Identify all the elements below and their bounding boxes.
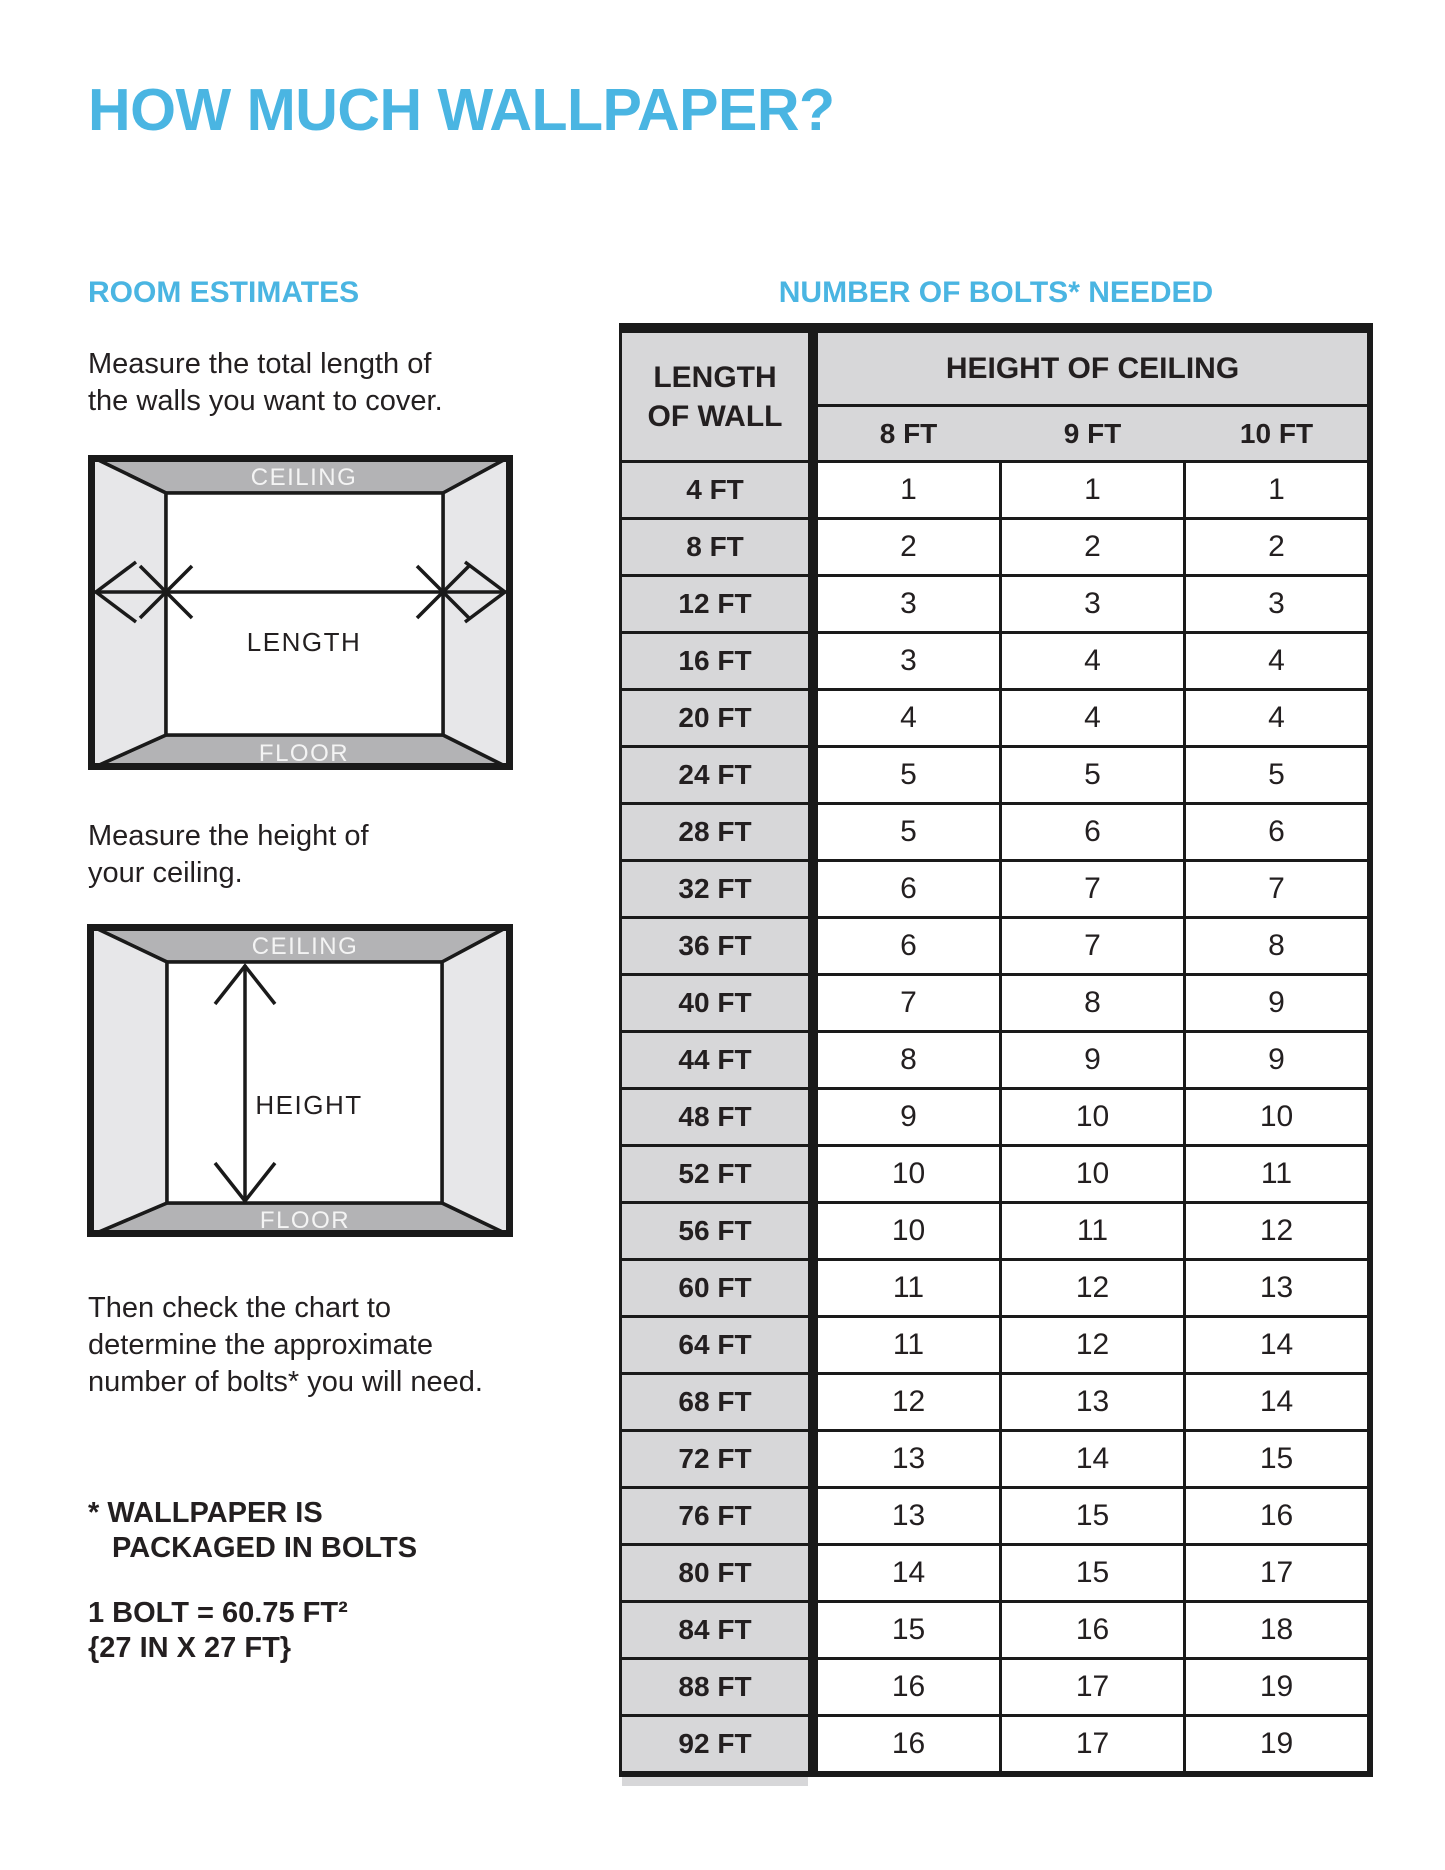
bolt-definition (88, 1596, 348, 1666)
height-label: HEIGHT (255, 1090, 363, 1120)
bolt-count-cell: 15 (1002, 1489, 1183, 1543)
bolt-count-cell: 12 (1002, 1261, 1183, 1315)
bolt-count-cell: 14 (818, 1546, 999, 1600)
bolt-count-cell: 6 (1002, 805, 1183, 859)
bolt-count-cell: 14 (1186, 1318, 1367, 1372)
text-line: PACKAGED IN BOLTS (112, 1532, 418, 1564)
bolt-count-cell: 10 (1002, 1090, 1183, 1144)
text-line: number of bolts* you will need. (88, 1366, 483, 1398)
bolt-count-cell: 16 (1186, 1489, 1367, 1543)
measure-height-text (88, 818, 369, 892)
column-header-10ft: 10 FT (1239, 417, 1314, 449)
bolt-count-cell: 4 (1186, 691, 1367, 745)
bolt-count-cell: 17 (1186, 1546, 1367, 1600)
row-length-cell: 16 FT (622, 634, 808, 688)
column-header-8ft: 8 FT (879, 417, 938, 449)
bolt-count-cell: 14 (1002, 1432, 1183, 1486)
row-length-cell: 64 FT (622, 1318, 808, 1372)
bolt-count-cell: 16 (818, 1717, 999, 1771)
row-length-cell: 8 FT (622, 520, 808, 574)
row-length-cell: 20 FT (622, 691, 808, 745)
row-length-cell: 72 FT (622, 1432, 808, 1486)
bolt-count-cell: 12 (1186, 1204, 1367, 1258)
right-wall-face (442, 924, 513, 1237)
page-title: HOW MUCH WALLPAPER? (88, 77, 835, 143)
column-header-row (818, 407, 1367, 460)
bolt-count-cell: 13 (1186, 1261, 1367, 1315)
bolt-count-cell: 4 (1002, 634, 1183, 688)
row-length-cell: 76 FT (622, 1489, 808, 1543)
row-length-cell: 32 FT (622, 862, 808, 916)
bolt-count-cell: 8 (1186, 919, 1367, 973)
bolt-count-cell: 13 (818, 1489, 999, 1543)
room-length-diagram (88, 455, 513, 770)
bolt-count-cell: 8 (818, 1033, 999, 1087)
bolt-count-cell: 2 (1186, 520, 1367, 574)
text-line: * WALLPAPER IS (88, 1497, 323, 1529)
bolt-count-cell: 5 (1002, 748, 1183, 802)
bolt-count-cell: 11 (1002, 1204, 1183, 1258)
left-wall-face (88, 455, 166, 770)
row-length-cell: 56 FT (622, 1204, 808, 1258)
bolt-count-cell: 5 (818, 805, 999, 859)
text-line: {27 IN X 27 FT} (88, 1632, 292, 1664)
bolt-count-cell: 4 (818, 691, 999, 745)
bolt-count-cell: 7 (818, 976, 999, 1030)
bolt-count-cell: 11 (818, 1318, 999, 1372)
bolt-count-cell: 15 (1186, 1432, 1367, 1486)
bolt-count-cell: 19 (1186, 1717, 1367, 1771)
bolt-count-cell: 3 (818, 577, 999, 631)
text-line: Then check the chart to (88, 1292, 392, 1324)
bolt-count-cell: 2 (818, 520, 999, 574)
text-line: the walls you want to cover. (88, 385, 443, 417)
measure-length-text (88, 346, 443, 420)
check-chart-text (88, 1290, 483, 1401)
bolt-count-cell: 15 (818, 1603, 999, 1657)
bolt-count-cell: 6 (818, 862, 999, 916)
bolt-count-cell: 2 (1002, 520, 1183, 574)
bolt-count-cell: 6 (818, 919, 999, 973)
row-length-cell: 60 FT (622, 1261, 808, 1315)
text-line: Measure the height of (88, 820, 369, 852)
bolt-count-cell: 12 (1002, 1318, 1183, 1372)
bolt-count-cell: 9 (1186, 1033, 1367, 1087)
row-length-cell: 84 FT (622, 1603, 808, 1657)
bolt-count-cell: 1 (818, 463, 999, 517)
row-length-cell: 88 FT (622, 1660, 808, 1714)
bolt-count-cell: 10 (1186, 1090, 1367, 1144)
bolts-table (619, 323, 1373, 1777)
row-length-cell: 68 FT (622, 1375, 808, 1429)
row-length-cell: 4 FT (622, 463, 808, 517)
bolt-count-cell: 9 (818, 1090, 999, 1144)
bolt-count-cell: 19 (1186, 1660, 1367, 1714)
row-length-cell: 92 FT (622, 1717, 808, 1771)
row-length-cell: 52 FT (622, 1147, 808, 1201)
bolt-count-cell: 10 (1002, 1147, 1183, 1201)
column-header-9ft: 9 FT (1063, 417, 1122, 449)
bolt-count-cell: 3 (818, 634, 999, 688)
bolt-count-cell: 11 (1186, 1147, 1367, 1201)
floor-label: FLOOR (259, 1207, 351, 1234)
heading-bolts-needed: NUMBER OF BOLTS* NEEDED (778, 276, 1214, 309)
bolt-count-cell: 12 (818, 1375, 999, 1429)
bolt-count-cell: 6 (1186, 805, 1367, 859)
left-wall-face (87, 924, 167, 1237)
back-wall-face (166, 493, 443, 735)
bolt-count-cell: 10 (818, 1147, 999, 1201)
bolt-count-cell: 1 (1002, 463, 1183, 517)
bolt-count-cell: 17 (1002, 1717, 1183, 1771)
text-line: Measure the total length of (88, 348, 432, 380)
bolt-count-cell: 16 (818, 1660, 999, 1714)
bolt-count-cell: 17 (1002, 1660, 1183, 1714)
text-line: determine the approximate (88, 1329, 433, 1361)
floor-label: FLOOR (258, 740, 350, 767)
row-length-cell: 48 FT (622, 1090, 808, 1144)
bolt-count-cell: 9 (1186, 976, 1367, 1030)
bolt-count-cell: 7 (1186, 862, 1367, 916)
bolt-count-cell: 15 (1002, 1546, 1183, 1600)
bolt-count-cell: 5 (1186, 748, 1367, 802)
ceiling-label: CEILING (251, 933, 359, 960)
bolt-count-cell: 11 (818, 1261, 999, 1315)
bolt-count-cell: 7 (1002, 862, 1183, 916)
bolt-count-cell: 10 (818, 1204, 999, 1258)
text-line: 1 BOLT = 60.75 FT² (88, 1597, 348, 1629)
footnote-wallpaper-bolts (88, 1496, 417, 1566)
bolt-count-cell: 4 (1186, 634, 1367, 688)
bolt-count-cell: 14 (1186, 1375, 1367, 1429)
room-height-diagram (87, 924, 513, 1237)
row-length-cell: 44 FT (622, 1033, 808, 1087)
section-heading-room-estimates: ROOM ESTIMATES (88, 276, 360, 309)
bolt-count-cell: 13 (818, 1432, 999, 1486)
table-left-column-tail (622, 1777, 808, 1786)
bolt-count-cell: 13 (1002, 1375, 1183, 1429)
bolt-count-cell: 4 (1002, 691, 1183, 745)
bolt-count-cell: 9 (1002, 1033, 1183, 1087)
bolt-count-cell: 1 (1186, 463, 1367, 517)
row-length-cell: 80 FT (622, 1546, 808, 1600)
bolt-count-cell: 16 (1002, 1603, 1183, 1657)
bolt-count-cell: 7 (1002, 919, 1183, 973)
corner-header-line: OF WALL (647, 399, 783, 433)
bolt-count-cell: 5 (818, 748, 999, 802)
row-length-cell: 40 FT (622, 976, 808, 1030)
row-length-cell: 36 FT (622, 919, 808, 973)
ceiling-label: CEILING (250, 464, 358, 491)
length-label: LENGTH (246, 627, 362, 657)
row-length-cell: 28 FT (622, 805, 808, 859)
row-length-cell: 24 FT (622, 748, 808, 802)
bolt-count-cell: 3 (1186, 577, 1367, 631)
bolt-count-cell: 18 (1186, 1603, 1367, 1657)
corner-header-line: LENGTH (653, 360, 777, 394)
row-length-cell: 12 FT (622, 577, 808, 631)
bolt-count-cell: 3 (1002, 577, 1183, 631)
bolt-count-cell: 8 (1002, 976, 1183, 1030)
corner-header-length-of-wall (622, 333, 808, 460)
text-line: your ceiling. (88, 857, 243, 889)
group-header-height-of-ceiling: HEIGHT OF CEILING (818, 333, 1367, 404)
back-wall-face (167, 962, 442, 1203)
